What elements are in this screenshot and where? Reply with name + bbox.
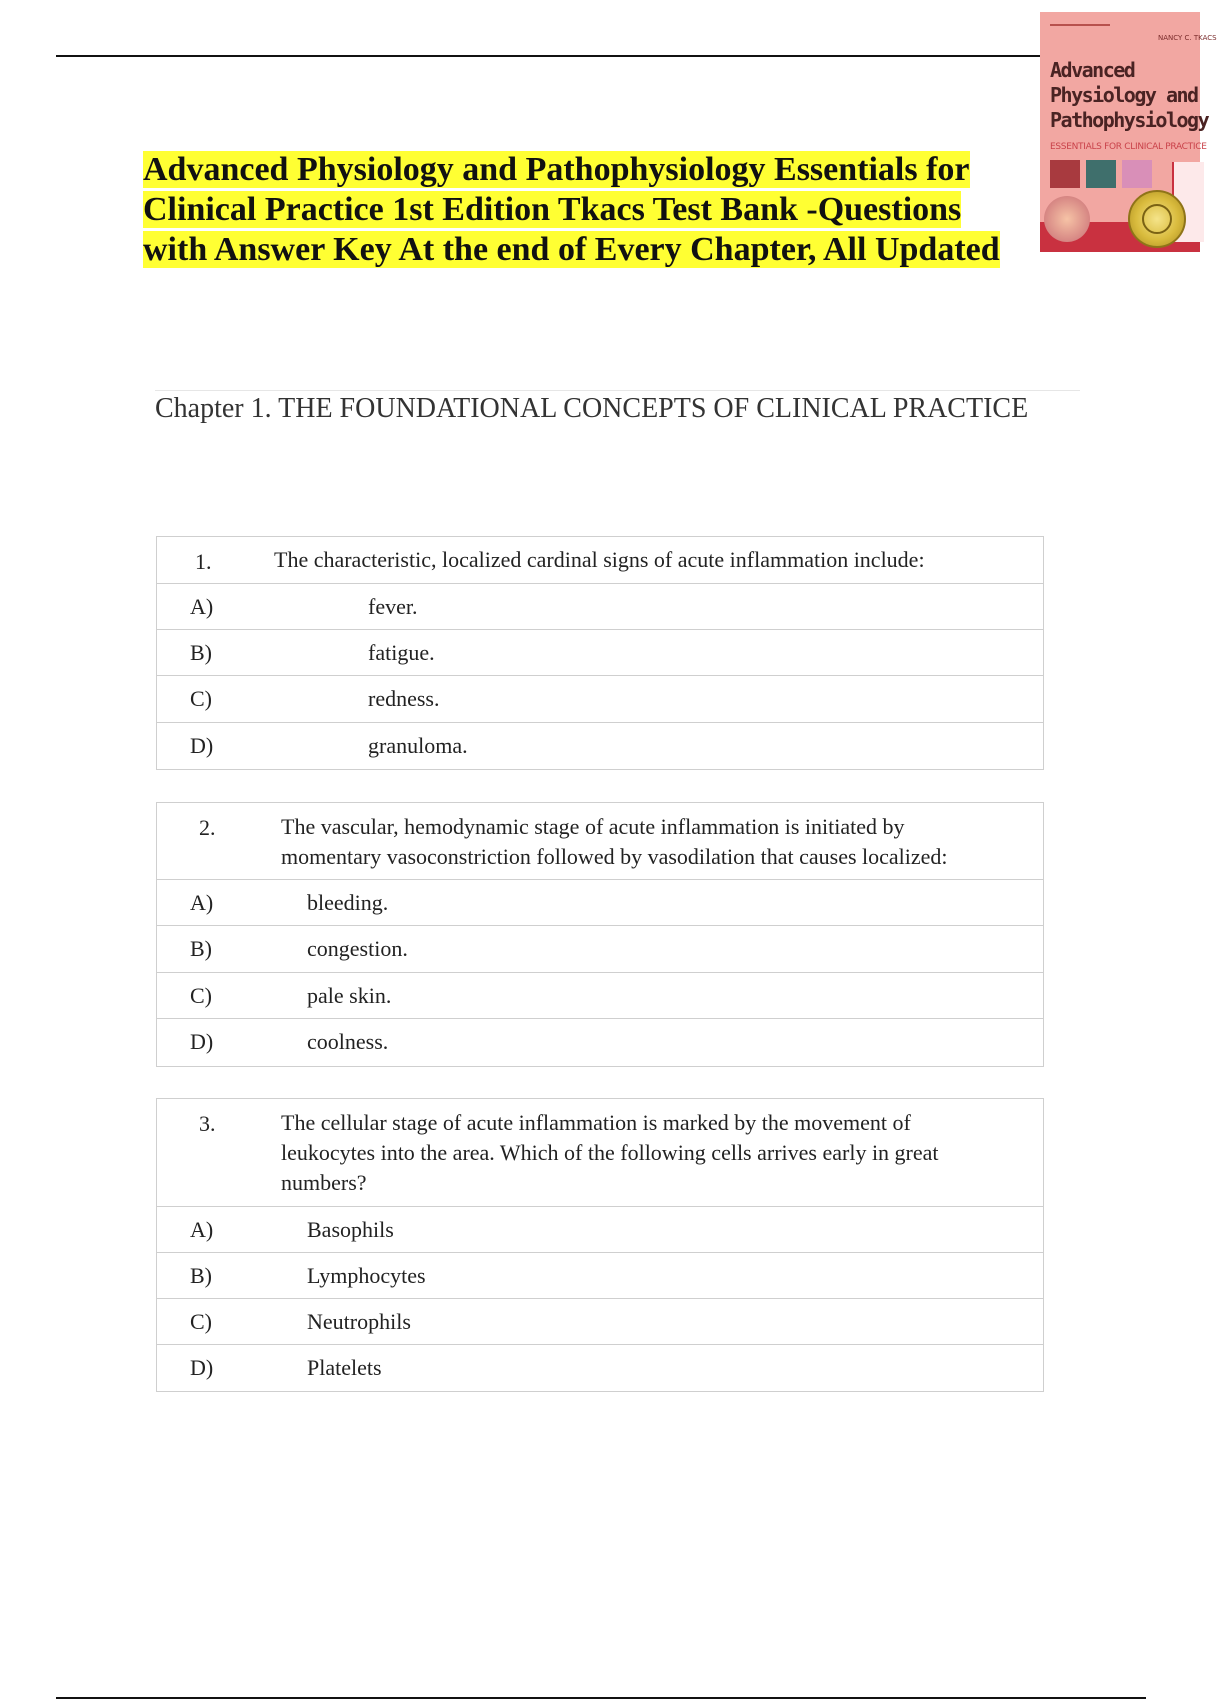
option-row	[157, 926, 1043, 973]
option-text: congestion.	[307, 936, 408, 961]
question-number: 1.	[195, 549, 212, 574]
title-line: with Answer Key At the end of Every Chapter, All Updated	[143, 231, 1000, 268]
option-label: B)	[190, 936, 212, 961]
option-text: bleeding.	[307, 890, 389, 915]
document-title	[143, 150, 1043, 270]
question-stem-line: momentary vasoconstriction followed by vasodilation that causes localized:	[281, 844, 948, 869]
option-row	[157, 1345, 1043, 1391]
question-table-3	[156, 1098, 1044, 1392]
cover-author: NANCY C. TKACS	[1158, 34, 1217, 42]
question-stem-line: The vascular, hemodynamic stage of acute inflammation is initiated by	[281, 814, 905, 839]
option-text: Basophils	[307, 1217, 394, 1242]
chapter-heading: Chapter 1. THE FOUNDATIONAL CONCEPTS OF CLINICAL PRACTICE	[155, 393, 1029, 424]
option-label: A)	[190, 594, 214, 619]
top-rule	[56, 55, 1046, 57]
question-stem	[281, 1108, 939, 1198]
title-line: Advanced Physiology and Pathophysiology Essentials for	[143, 151, 970, 188]
option-label: D)	[190, 1029, 214, 1054]
option-row	[157, 973, 1043, 1019]
question-number: 2.	[199, 815, 216, 840]
book-cover-image	[1040, 12, 1217, 246]
option-label: B)	[190, 1263, 212, 1288]
option-row	[157, 1019, 1043, 1066]
option-label: C)	[190, 686, 212, 711]
cover-tile	[1122, 160, 1152, 188]
option-label: D)	[190, 1355, 214, 1380]
question-row	[157, 1099, 1043, 1207]
cover-decoration	[1050, 24, 1110, 26]
question-table-1	[156, 536, 1044, 770]
question-stem-line: The cellular stage of acute inflammation is marked by the movement of	[281, 1110, 911, 1135]
question-stem-line: numbers?	[281, 1170, 367, 1195]
option-row	[157, 1207, 1043, 1253]
option-label: A)	[190, 1217, 214, 1242]
chapter-divider	[155, 390, 1080, 391]
question-stem-line: leukocytes into the area. Which of the following cells arrives early in great	[281, 1140, 939, 1165]
cover-circle-image	[1044, 196, 1090, 242]
cover-title-line: Physiology and	[1050, 83, 1198, 107]
question-number: 3.	[199, 1111, 216, 1136]
cover-title-line: Pathophysiology	[1050, 108, 1209, 132]
option-text: redness.	[368, 686, 440, 711]
option-text: pale skin.	[307, 983, 392, 1008]
option-row	[157, 1299, 1043, 1345]
question-stem	[281, 812, 948, 872]
option-label: C)	[190, 983, 212, 1008]
bottom-rule	[56, 1697, 1146, 1699]
cover-tile	[1050, 160, 1080, 188]
cover-seal-icon	[1128, 190, 1186, 248]
option-row	[157, 676, 1043, 723]
cover-subtitle: ESSENTIALS FOR CLINICAL PRACTICE	[1050, 142, 1207, 152]
option-row	[157, 1253, 1043, 1299]
option-text: Neutrophils	[307, 1309, 411, 1334]
option-text: fatigue.	[368, 640, 435, 665]
option-row	[157, 584, 1043, 630]
option-label: A)	[190, 890, 214, 915]
option-text: coolness.	[307, 1029, 389, 1054]
option-row	[157, 880, 1043, 926]
question-row	[157, 537, 1043, 584]
cover-title-line: Advanced	[1050, 58, 1135, 82]
option-label: B)	[190, 640, 212, 665]
option-text: fever.	[368, 594, 418, 619]
option-label: C)	[190, 1309, 212, 1334]
option-text: Platelets	[307, 1355, 382, 1380]
question-stem: The characteristic, localized cardinal signs of acute inflammation include:	[274, 547, 925, 572]
option-text: granuloma.	[368, 733, 468, 758]
option-row	[157, 630, 1043, 676]
option-row	[157, 723, 1043, 769]
cover-title	[1050, 58, 1210, 133]
cover-tile	[1086, 160, 1116, 188]
title-line: Clinical Practice 1st Edition Tkacs Test Bank -Questions	[143, 191, 962, 228]
question-table-2	[156, 802, 1044, 1067]
option-text: Lymphocytes	[307, 1263, 426, 1288]
question-row	[157, 803, 1043, 880]
option-label: D)	[190, 733, 214, 758]
